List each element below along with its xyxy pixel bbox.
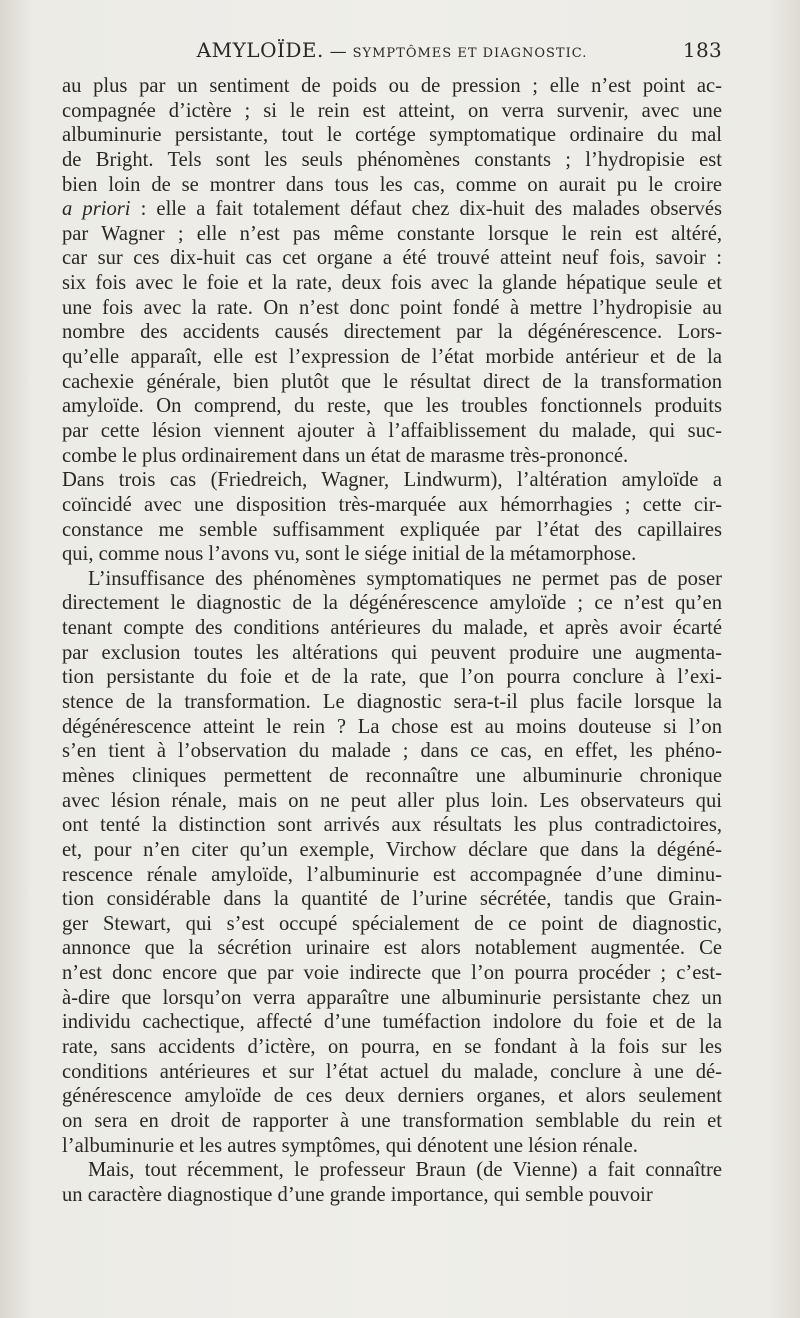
- text-line: rescence rénale amyloïde, l’albuminurie est accompagnée d’une diminu-: [62, 863, 722, 886]
- running-head: [62, 38, 722, 68]
- text-line: ont tenté la distinction sont arrivés aux résultats les plus contradictoires,: [62, 814, 722, 837]
- text-line: a priori : elle a fait totalement défaut chez dix-huit des malades observés: [62, 198, 723, 221]
- italic-phrase: a priori: [62, 198, 131, 221]
- text-line: s’en tient à l’observation du malade ; dans ce cas, en effet, les phéno-: [62, 740, 722, 763]
- running-title-dash: —: [329, 42, 347, 62]
- text-line: albuminurie persistante, tout le cortége symptomatique ordinaire du mal: [62, 124, 722, 147]
- text-line: n’est donc encore que par voie indirecte que l’on pourra procéder ; c’est-: [62, 962, 722, 985]
- text-line: combe le plus ordinairement dans un état de marasme très-prononcé.: [62, 444, 629, 467]
- text-line: coïncidé avec une disposition très-marquée aux hémorrhagies ; cette cir-: [62, 493, 722, 516]
- text-line: six fois avec le foie et la rate, deux fois avec la glande hépatique seule et: [62, 272, 722, 295]
- text-line: tenant compte des conditions antérieures du malade, et après avoir écarté: [62, 617, 722, 640]
- text-line: cachexie générale, bien plutôt que le résultat direct de la transformation: [62, 370, 722, 393]
- text-line: directement le diagnostic de la dégénérescence amyloïde ; ce n’est qu’en: [62, 592, 722, 615]
- body-text: [62, 74, 722, 1207]
- text-line: amyloïde. On comprend, du reste, que les troubles fonctionnels produits: [62, 395, 722, 418]
- text-line: par exclusion toutes les altérations qui peuvent produire une augmenta-: [62, 641, 722, 664]
- text-line: tion considérable dans la quantité de l’urine sécrétée, tandis que Grain-: [62, 888, 722, 911]
- text-line: on sera en droit de rapporter à une transformation semblable du rein et: [62, 1109, 722, 1132]
- page-number: 183: [682, 38, 722, 62]
- text-line: de Bright. Tels sont les seuls phénomènes constants ; l’hydropisie est: [62, 148, 722, 171]
- text-line: tion persistante du foie et de la rate, que l’on pourra conclure à l’exi-: [62, 666, 722, 689]
- text-line: par Wagner ; elle n’est pas même constante lorsque le rein est altéré,: [62, 222, 722, 245]
- text-line: au plus par un sentiment de poids ou de pression ; elle n’est point ac-: [62, 75, 722, 97]
- text-line: L’insuffisance des phénomènes symptomatiques ne permet pas de poser: [88, 567, 722, 590]
- text-line: et, pour n’en citer qu’un exemple, Virchow déclare que dans la dégéné-: [62, 838, 722, 861]
- text-line: ger Stewart, qui s’est occupé spécialement de ce point de diagnostic,: [62, 912, 722, 935]
- text-line: nombre des accidents causés directement par la dégénérescence. Lors-: [62, 321, 722, 344]
- text-line: un caractère diagnostique d’une grande importance, qui semble pouvoir: [62, 1183, 653, 1206]
- text-line: rate, sans accidents d’ictère, on pourra, en se fondant à la fois sur les: [62, 1035, 722, 1058]
- text-line: générescence amyloïde de ces deux derniers organes, et alors seulement: [62, 1085, 722, 1108]
- text-line: constance me semble suffisamment expliquée par l’état des capillaires: [62, 518, 722, 541]
- text-line: annonce que la sécrétion urinaire est alors notablement augmentée. Ce: [62, 937, 722, 960]
- text-line: qui, comme nous l’avons vu, sont le siége initial de la métamorphose.: [62, 543, 637, 566]
- text-line: qu’elle apparaît, elle est l’expression de l’état morbide antérieur et de la: [62, 346, 722, 369]
- text-line: à-dire que lorsqu’on verra apparaître une albuminurie persistante chez un: [62, 986, 722, 1009]
- text-line: compagnée d’ictère ; si le rein est atteint, on verra survenir, avec une: [62, 99, 722, 122]
- text-line: Dans trois cas (Friedreich, Wagner, Lindwurm), l’altération amyloïde a: [62, 469, 722, 492]
- running-title-main: AMYLOÏDE.: [196, 38, 324, 62]
- text-line: par cette lésion viennent ajouter à l’affaiblissement du malade, qui suc-: [62, 419, 722, 442]
- text-line: stence de la transformation. Le diagnostic sera-t-il plus facile lorsque la: [62, 691, 722, 714]
- running-title-sub: SYMPTÔMES ET DIAGNOSTIC.: [352, 46, 588, 61]
- text-line: dégénérescence atteint le rein ? La chose est au moins douteuse si l’on: [62, 715, 722, 738]
- text-line: bien loin de se montrer dans tous les cas, comme on aurait pu le croire: [62, 173, 722, 196]
- text-line: l’albuminurie et les autres symptômes, qui dénotent une lésion rénale.: [62, 1134, 638, 1157]
- text-line: car sur ces dix-huit cas cet organe a été trouvé atteint neuf fois, savoir :: [62, 247, 722, 270]
- text-line: conditions antérieures et sur l’état actuel du malade, conclure à une dé-: [62, 1060, 722, 1083]
- text-line: mènes cliniques permettent de reconnaître une albuminurie chronique: [62, 764, 722, 787]
- text-line: avec lésion rénale, mais on ne peut aller plus loin. Les observateurs qui: [62, 789, 722, 812]
- running-title: [62, 38, 722, 62]
- text-line: une fois avec la rate. On n’est donc point fondé à mettre l’hydropisie au: [62, 296, 722, 319]
- text-line: individu cachectique, affecté d’une tuméfaction indolore du foie et de la: [62, 1011, 722, 1034]
- text-line: Mais, tout récemment, le professeur Braun (de Vienne) a fait connaître: [88, 1159, 722, 1182]
